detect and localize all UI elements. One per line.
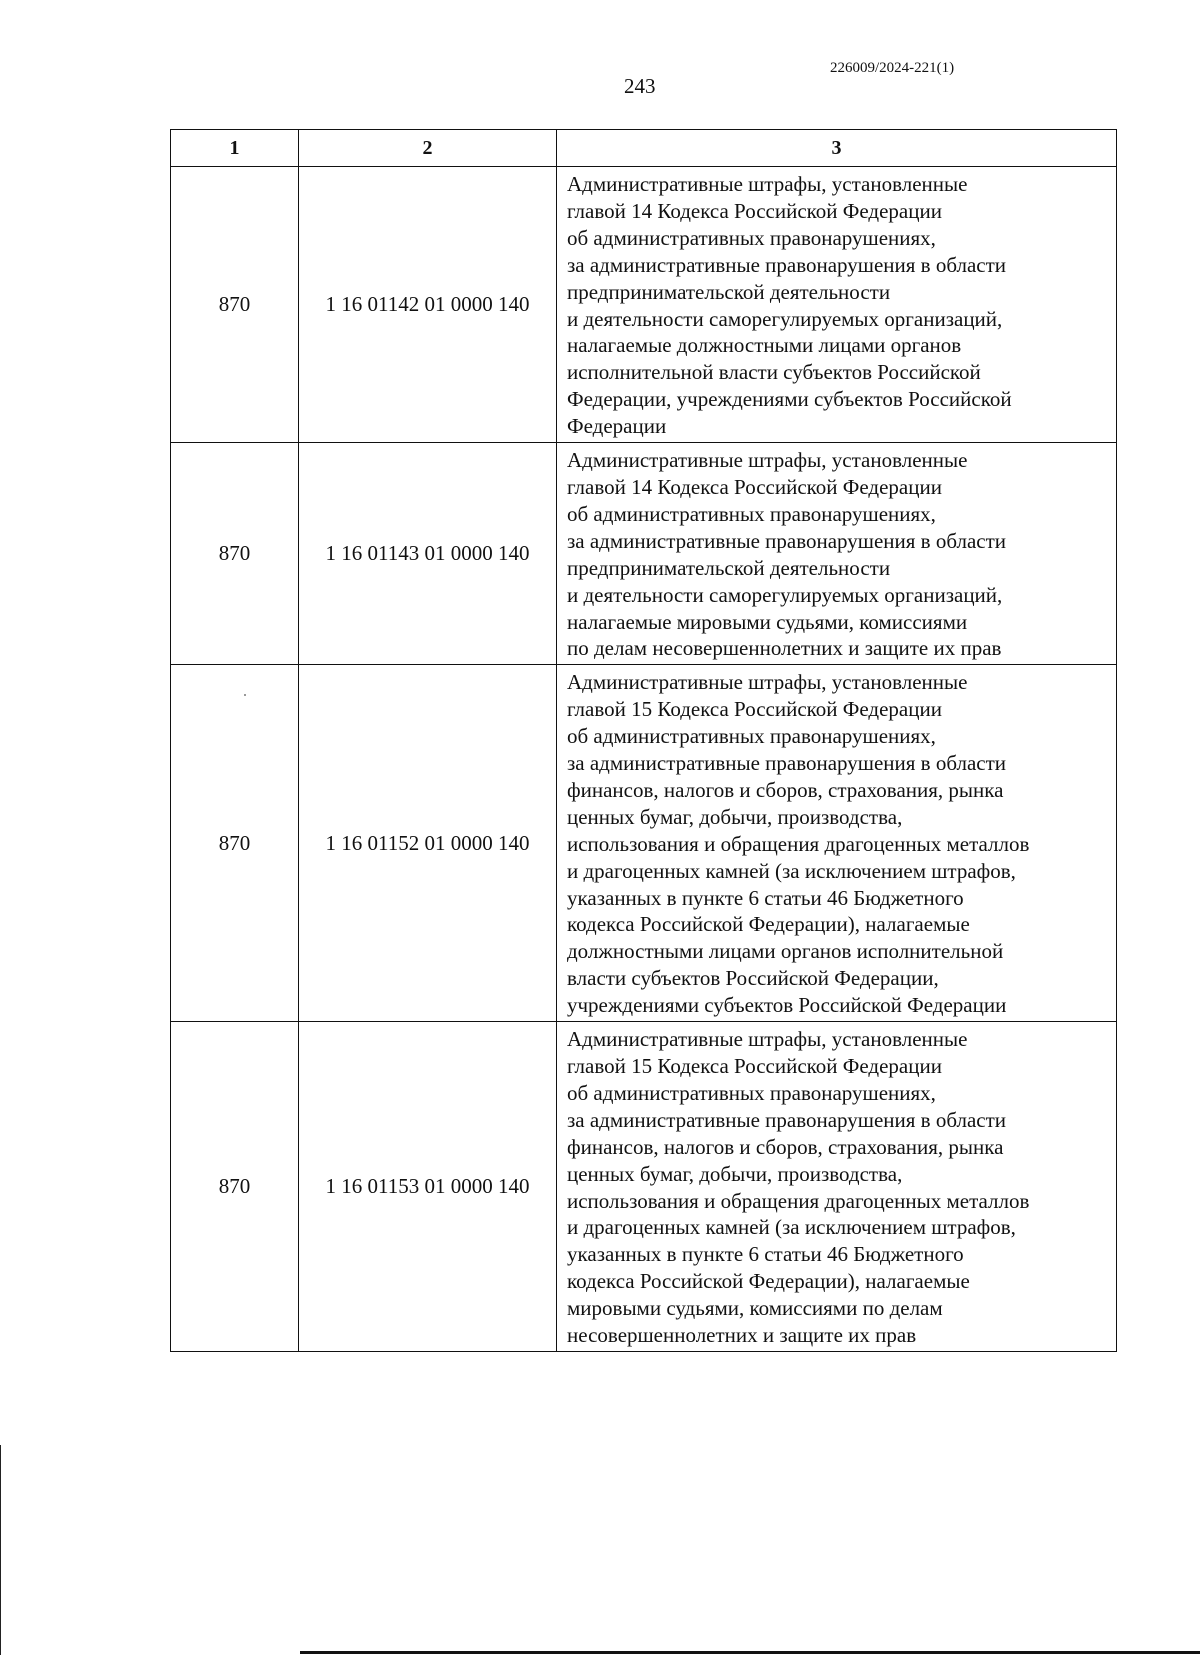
admin-code-cell: 870	[171, 443, 299, 665]
description-text: Административные штрафы, установленные главой 15 Кодекса Российской Федерации об административных правонарушениях, за административные правонарушения в области финансов, налогов и сборов, страхования, рынка ценных бумаг, добычи, производства, использования и обращения драгоценных металлов и драгоценных камней (за исключением штрафов, указанных в пункте 6 статьи 46 Бюджетного кодекса Российской Федерации), налагаемые должностными лицами органов исполнительной власти субъектов Российской Федерации, учреждениями субъектов Российской Федерации	[567, 670, 1030, 1018]
description-cell	[557, 1022, 1117, 1352]
scan-edge-left	[0, 1445, 1, 1655]
table-header-row	[171, 130, 1117, 167]
kbk-code-cell: 1 16 01153 01 0000 140	[299, 1022, 557, 1352]
admin-code-cell: 870	[171, 1022, 299, 1352]
admin-code-cell: 870	[171, 665, 299, 1022]
column-header-3: 3	[557, 130, 1117, 167]
table-row	[171, 665, 1117, 1022]
description-cell	[557, 167, 1117, 443]
scan-speck	[244, 694, 246, 696]
scan-edge-bottom	[300, 1651, 1200, 1654]
description-text: Административные штрафы, установленные главой 14 Кодекса Российской Федерации об административных правонарушениях, за административные правонарушения в области предпринимательской деятельности и деятельности саморегулируемых организаций, налагаемые мировыми судьями, комиссиями по делам несовершеннолетних и защите их прав	[567, 448, 1007, 661]
description-cell	[557, 443, 1117, 665]
kbk-code-cell: 1 16 01143 01 0000 140	[299, 443, 557, 665]
table-row	[171, 167, 1117, 443]
column-header-1: 1	[171, 130, 299, 167]
column-header-2: 2	[299, 130, 557, 167]
kbk-code-cell: 1 16 01142 01 0000 140	[299, 167, 557, 443]
kbk-code-cell: 1 16 01152 01 0000 140	[299, 665, 557, 1022]
page-number: 243	[624, 74, 656, 98]
description-cell	[557, 665, 1117, 1022]
description-text: Административные штрафы, установленные главой 14 Кодекса Российской Федерации об административных правонарушениях, за административные правонарушения в области предпринимательской деятельности и деятельности саморегулируемых организаций, налагаемые должностными лицами органов исполнительной власти субъектов Российской Федерации, учреждениями субъектов Российской Федерации	[567, 172, 1012, 439]
table-row	[171, 1022, 1117, 1352]
description-text: Административные штрафы, установленные главой 15 Кодекса Российской Федерации об административных правонарушениях, за административные правонарушения в области финансов, налогов и сборов, страхования, рынка ценных бумаг, добычи, производства, использования и обращения драгоценных металлов и драгоценных камней (за исключением штрафов, указанных в пункте 6 статьи 46 Бюджетного кодекса Российской Федерации), налагаемые мировыми судьями, комиссиями по делам несовершеннолетних и защите их прав	[567, 1027, 1030, 1348]
document-id: 226009/2024-221(1)	[830, 60, 955, 76]
admin-code-cell: 870	[171, 167, 299, 443]
revenue-codes-table	[170, 129, 1117, 1352]
table-row	[171, 443, 1117, 665]
